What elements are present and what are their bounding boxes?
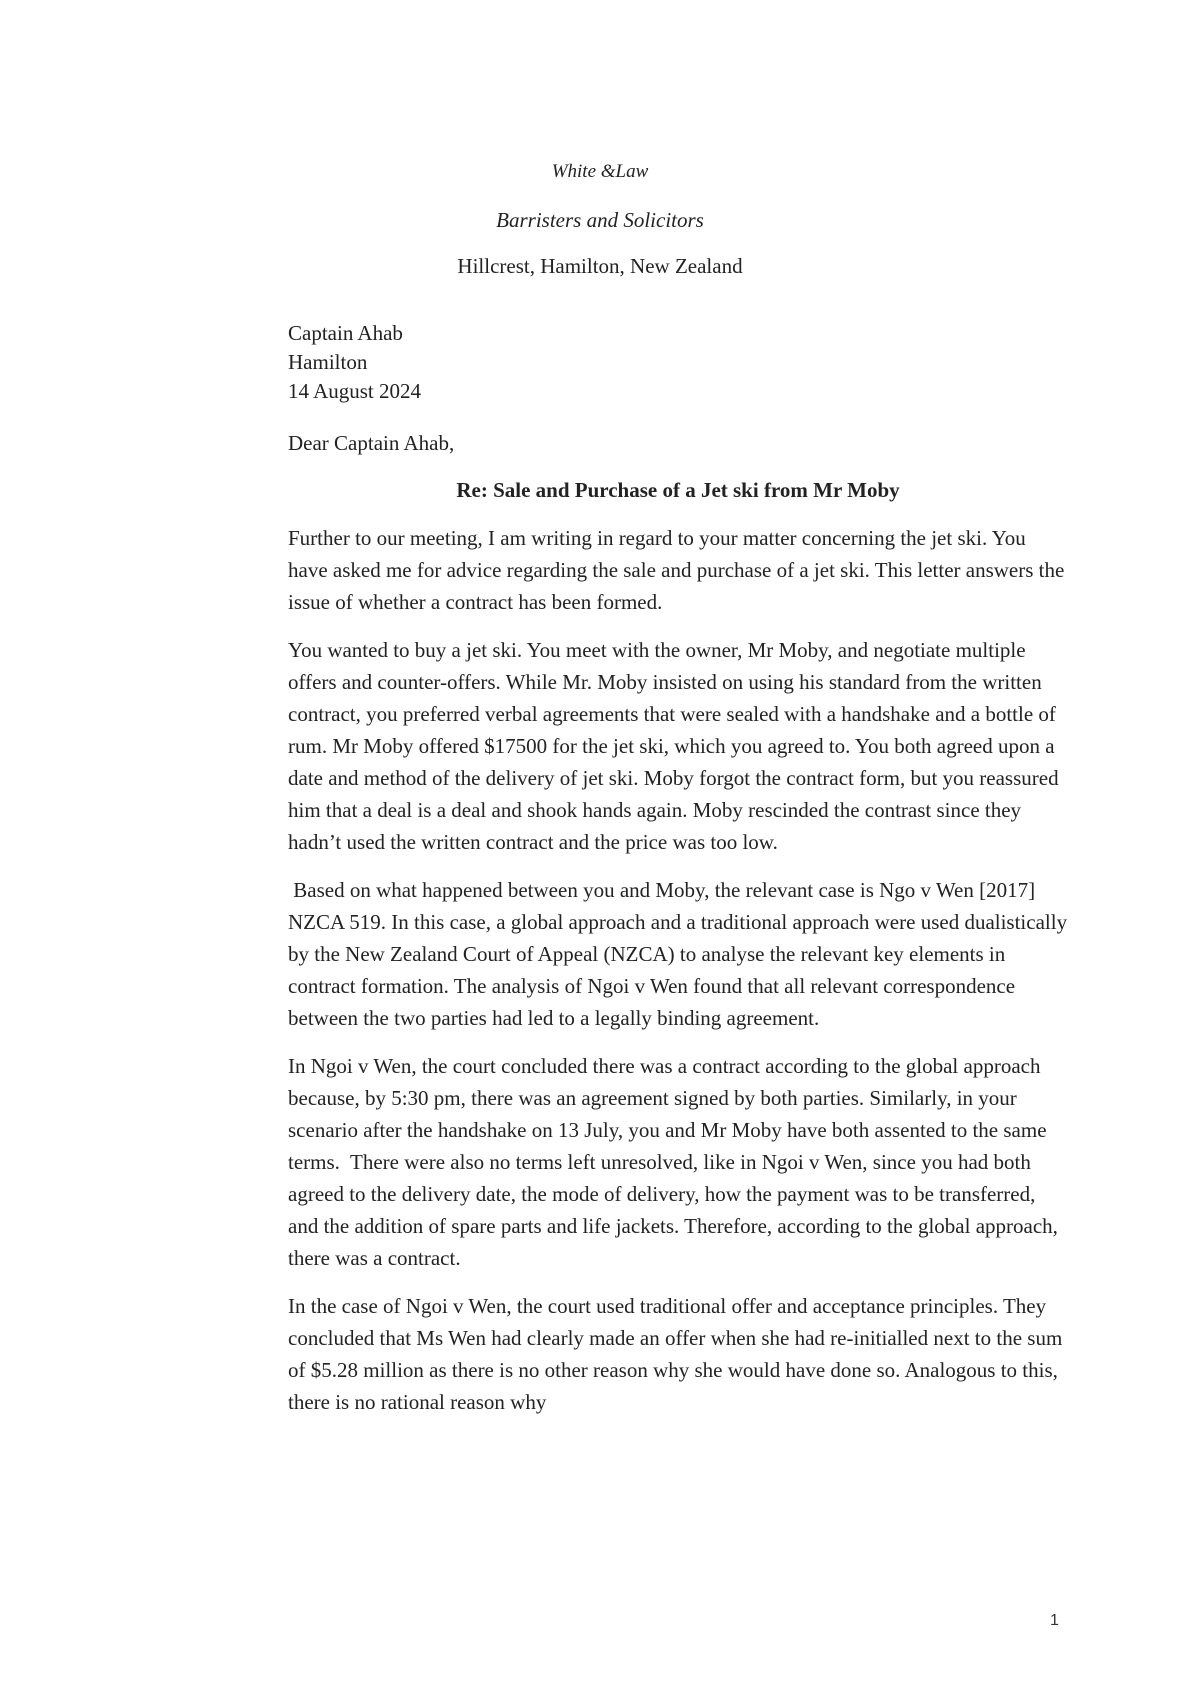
firm-address: Hillcrest, Hamilton, New Zealand	[457, 254, 743, 278]
firm-name: White &Law	[551, 161, 649, 182]
paragraph: Based on what happened between you and Moby, the relevant case is Ngo v Wen [2017] NZCA 519. In this case, a global approach and a traditional approach were used dualistically by the New Zealand Court of Appeal (NZCA) to analyse the relevant key elements in contract formation. The analysis of Ngoi v Wen found that all relevant correspondence between the two parties had led to a legally binding agreement.	[288, 878, 1073, 1030]
firm-tagline: Barristers and Solicitors	[496, 208, 704, 232]
salutation: Dear Captain Ahab,	[288, 431, 455, 455]
recipient-city: Hamilton	[288, 350, 368, 374]
recipient-block	[288, 319, 1068, 406]
paragraph: Further to our meeting, I am writing in regard to your matter concerning the jet ski. You have asked me for advice regarding the sale and purchase of a jet ski. This letter answers the issue of whether a contract has been formed.	[288, 526, 1065, 614]
page-number: 1	[1050, 1612, 1059, 1629]
letter-body	[288, 319, 1073, 1418]
recipient-name: Captain Ahab	[288, 321, 403, 345]
paragraph: In Ngoi v Wen, the court concluded there was a contract according to the global approach because, by 5:30 pm, there was an agreement signed by both parties. Similarly, in your scenario after the handshake on 13 July, you and Mr Moby have both assented to the same terms. There were also no terms left unresolved, like in Ngoi v Wen, since you had both agreed to the delivery date, the mode of delivery, how the payment was to be transferred, and the addition of spare parts and life jackets. Therefore, according to the global approach, there was a contract.	[288, 1054, 1064, 1270]
subject-line: Re: Sale and Purchase of a Jet ski from Mr Moby	[456, 478, 900, 502]
letterhead	[0, 160, 1200, 279]
letter-date: 14 August 2024	[288, 379, 422, 403]
paragraph: In the case of Ngoi v Wen, the court used traditional offer and acceptance principles. They concluded that Ms Wen had clearly made an offer when she had re-initialled next to the sum of $5.28 million as there is no other reason why she would have done so. Analogous to this, there is no rational reason why	[288, 1294, 1063, 1414]
paragraph: You wanted to buy a jet ski. You meet with the owner, Mr Moby, and negotiate multiple offers and counter-offers. While Mr. Moby insisted on using his standard from the written contract, you preferred verbal agreements that were sealed with a handshake and a bottle of rum. Mr Moby offered $17500 for the jet ski, which you agreed to. You both agreed upon a date and method of the delivery of jet ski. Moby forgot the contract form, but you reassured him that a deal is a deal and shook hands again. Moby rescinded the contrast since they hadn’t used the written contract and the price was too low.	[288, 638, 1064, 854]
